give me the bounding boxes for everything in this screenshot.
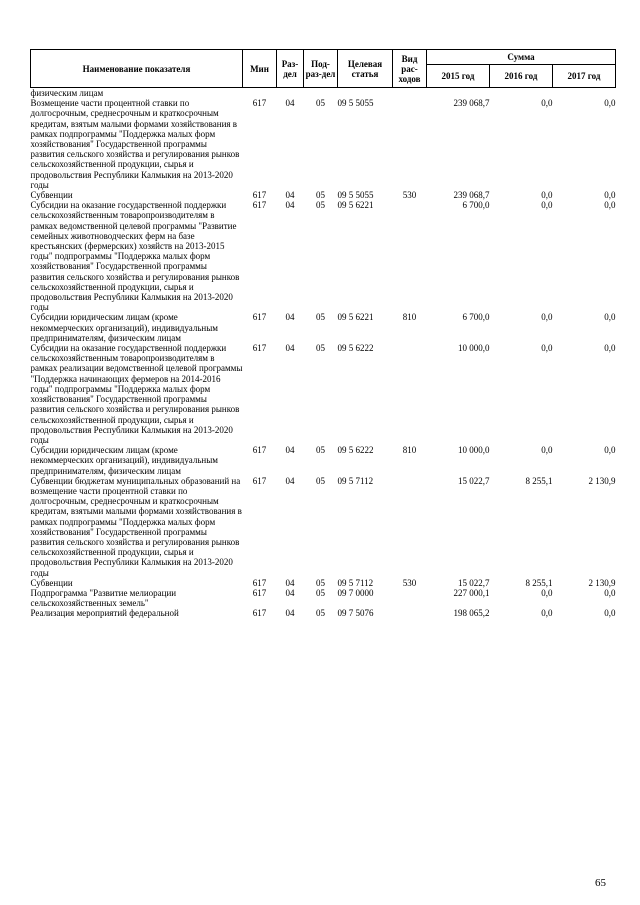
row-sum-2015: 15 022,7 [458, 577, 490, 588]
table-header [31, 50, 616, 88]
row-name: Реализация мероприятий федеральной [30, 608, 179, 619]
row-podrazdel: 05 [316, 608, 325, 619]
row-sum-2015: 227 000,1 [453, 587, 490, 598]
row-sum-2017: 0,0 [604, 200, 616, 211]
table-row [31, 588, 616, 608]
table-row [31, 608, 616, 618]
header-min: Мин [243, 50, 277, 88]
row-vid [393, 200, 427, 312]
row-vid [393, 608, 427, 618]
row-celevaya: 09 5 6222 [337, 343, 374, 354]
row-sum-2017: 0,0 [604, 445, 616, 456]
row-razdel [277, 88, 304, 99]
row-vid: 810 [402, 445, 417, 456]
row-sum-2017: 0,0 [604, 190, 616, 201]
row-name: Субвенции [30, 190, 73, 201]
header-razdel: Раз-дел [277, 50, 304, 88]
row-sum-2015: 15 022,7 [458, 475, 490, 486]
row-sum-2017 [553, 88, 616, 99]
row-razdel: 04 [285, 587, 295, 598]
row-celevaya: 09 5 5055 [337, 98, 374, 109]
row-min: 617 [252, 98, 267, 109]
row-min: 617 [252, 312, 267, 323]
row-min: 617 [252, 200, 267, 211]
header-podrazdel: Под-раз-дел [304, 50, 338, 88]
row-name: физическим лицам [30, 88, 104, 98]
table-row [31, 445, 616, 476]
row-podrazdel: 05 [316, 190, 325, 201]
row-sum-2017: 0,0 [604, 312, 616, 323]
row-razdel: 04 [285, 190, 295, 201]
row-sum-2016: 0,0 [541, 312, 553, 323]
row-vid [393, 588, 427, 608]
row-sum-2017: 0,0 [604, 587, 616, 598]
row-vid: 810 [402, 312, 417, 323]
row-sum-2015: 239 068,7 [453, 98, 490, 109]
header-year-2016: 2016 год [490, 65, 553, 88]
row-celevaya: 09 5 7112 [337, 475, 374, 486]
table-body [31, 88, 616, 619]
row-podrazdel: 05 [316, 312, 325, 323]
row-min: 617 [252, 587, 267, 598]
row-sum-2016: 0,0 [541, 190, 553, 201]
row-razdel: 04 [285, 475, 295, 486]
row-celevaya: 09 7 5076 [337, 608, 374, 619]
table-row [31, 98, 616, 190]
row-celevaya: 09 7 0000 [337, 587, 374, 598]
row-sum-2016: 8 255,1 [525, 577, 553, 588]
row-min: 617 [252, 475, 267, 486]
row-sum-2015: 6 700,0 [462, 312, 490, 323]
budget-table [30, 49, 616, 619]
row-name: Субвенции бюджетам муниципальных образований на возмещение части процентной ставки по долгосрочным, среднесрочным и краткосрочным кредитам, взятыми малыми формами хозяйствования в рамках подпрограммы "Поддержка малых форм хозяйствования" Государственной программы развития сельского хозяйства и регулирования рынков сельскохозяйственной продукции, сырья и продовольствия Республики Калмыкия на 2013-2020 годы [30, 475, 242, 578]
row-name: Субвенции [30, 577, 73, 588]
row-sum-2017: 2 130,9 [588, 577, 616, 588]
page-number: 65 [595, 877, 606, 889]
row-celevaya: 09 5 7112 [337, 577, 374, 588]
row-sum-2016 [490, 88, 553, 99]
row-sum-2016: 0,0 [541, 445, 553, 456]
row-sum-2017: 0,0 [604, 608, 616, 619]
row-celevaya: 09 5 6222 [337, 445, 374, 456]
table-row [31, 200, 616, 312]
row-vid [393, 98, 427, 190]
row-sum-2017: 0,0 [604, 98, 616, 109]
header-summa: Сумма [427, 50, 616, 65]
row-name: Возмещение части процентной ставки по долгосрочным, среднесрочным и краткосрочным кредитам, взятым малыми формами хозяйствования в рамках подпрограммы "Поддержка малых форм хозяйствования" Государственной программы развития сельского хозяйства и регулирования рынков сельскохозяйственной продукции, сырья и продовольствия Республики Калмыкия на 2013-2020 годы [30, 98, 240, 190]
row-min: 617 [252, 343, 267, 354]
row-podrazdel: 05 [316, 587, 325, 598]
row-vid: 530 [402, 190, 417, 201]
row-min: 617 [252, 608, 267, 619]
table-row [31, 312, 616, 343]
row-sum-2016: 0,0 [541, 98, 553, 109]
header-celevaya: Целевая статья [338, 50, 393, 88]
row-celevaya [338, 88, 393, 99]
row-podrazdel: 05 [316, 475, 325, 486]
row-celevaya: 09 5 5055 [337, 190, 374, 201]
row-name: Субсидии на оказание государственной поддержки сельскохозяйственным товаропроизводителям в рамках ведомственной целевой программы "Развитие семейных животноводческих ферм на базе крестьянских (фермерских) хозяйств на 2013-2015 годы" подпрограммы "Поддержка малых форм хозяйствования" Государственной программы развития сельского хозяйства и регулирования рынков сельскохозяйственной продукции, сырья и продовольствия Республики Калмыкия на 2013-2020 годы [30, 200, 240, 313]
row-name: Подпрограмма "Развитие мелиорации сельскохозяйственных земель" [30, 587, 177, 609]
row-sum-2016: 0,0 [541, 200, 553, 211]
table-row [31, 578, 616, 588]
row-sum-2016: 0,0 [541, 608, 553, 619]
row-podrazdel: 05 [316, 200, 325, 211]
row-min: 617 [252, 190, 267, 201]
row-razdel: 04 [285, 445, 295, 456]
header-name: Наименование показателя [31, 50, 243, 88]
row-podrazdel: 05 [316, 445, 325, 456]
row-sum-2015 [427, 88, 490, 99]
row-min [243, 88, 277, 99]
table-row [31, 190, 616, 200]
row-vid [393, 476, 427, 578]
row-razdel: 04 [285, 577, 295, 588]
row-sum-2017: 0,0 [604, 343, 616, 354]
row-razdel: 04 [285, 608, 295, 619]
row-sum-2015: 198 065,2 [453, 608, 490, 619]
row-min: 617 [252, 577, 267, 588]
row-celevaya: 09 5 6221 [337, 312, 374, 323]
row-podrazdel: 05 [316, 343, 325, 354]
row-name: Субсидии юридическим лицам (кроме некоммерческих организаций), индивидуальным предпринимателям, физическим лицам [30, 445, 218, 476]
row-razdel: 04 [285, 200, 295, 211]
row-name: Субсидии на оказание государственной поддержки сельскохозяйственным товаропроизводителям в рамках реализации ведомственной целевой программы "Поддержка начинающих фермеров на 2014-2016 годы" подпрограммы "Поддержка малых форм хозяйствования" Государственной программы развития сельского хозяйства и регулирования рынков сельскохозяйственной продукции, сырья и продовольствия Республики Калмыкия на 2013-2020 годы [30, 343, 243, 445]
row-sum-2016: 0,0 [541, 587, 553, 598]
row-podrazdel: 05 [316, 98, 325, 109]
row-vid [393, 88, 427, 99]
row-min: 617 [252, 445, 267, 456]
row-name: Субсидии юридическим лицам (кроме некоммерческих организаций), индивидуальным предпринимателям, физическим лицам [30, 312, 218, 343]
header-year-2017: 2017 год [553, 65, 616, 88]
row-sum-2016: 0,0 [541, 343, 553, 354]
row-sum-2015: 239 068,7 [453, 190, 490, 201]
row-sum-2015: 10 000,0 [458, 445, 490, 456]
header-vid: Вид рас-ходов [393, 50, 427, 88]
row-podrazdel [304, 88, 338, 99]
table-row [31, 476, 616, 578]
row-sum-2015: 10 000,0 [458, 343, 490, 354]
row-vid: 530 [402, 577, 417, 588]
row-podrazdel: 05 [316, 577, 325, 588]
row-sum-2016: 8 255,1 [525, 475, 553, 486]
row-sum-2015: 6 700,0 [462, 200, 490, 211]
row-sum-2017: 2 130,9 [588, 475, 616, 486]
row-vid [393, 343, 427, 445]
header-year-2015: 2015 год [427, 65, 490, 88]
row-razdel: 04 [285, 312, 295, 323]
row-razdel: 04 [285, 343, 295, 354]
table-row [31, 343, 616, 445]
table-row [31, 88, 616, 99]
row-celevaya: 09 5 6221 [337, 200, 374, 211]
row-razdel: 04 [285, 98, 295, 109]
